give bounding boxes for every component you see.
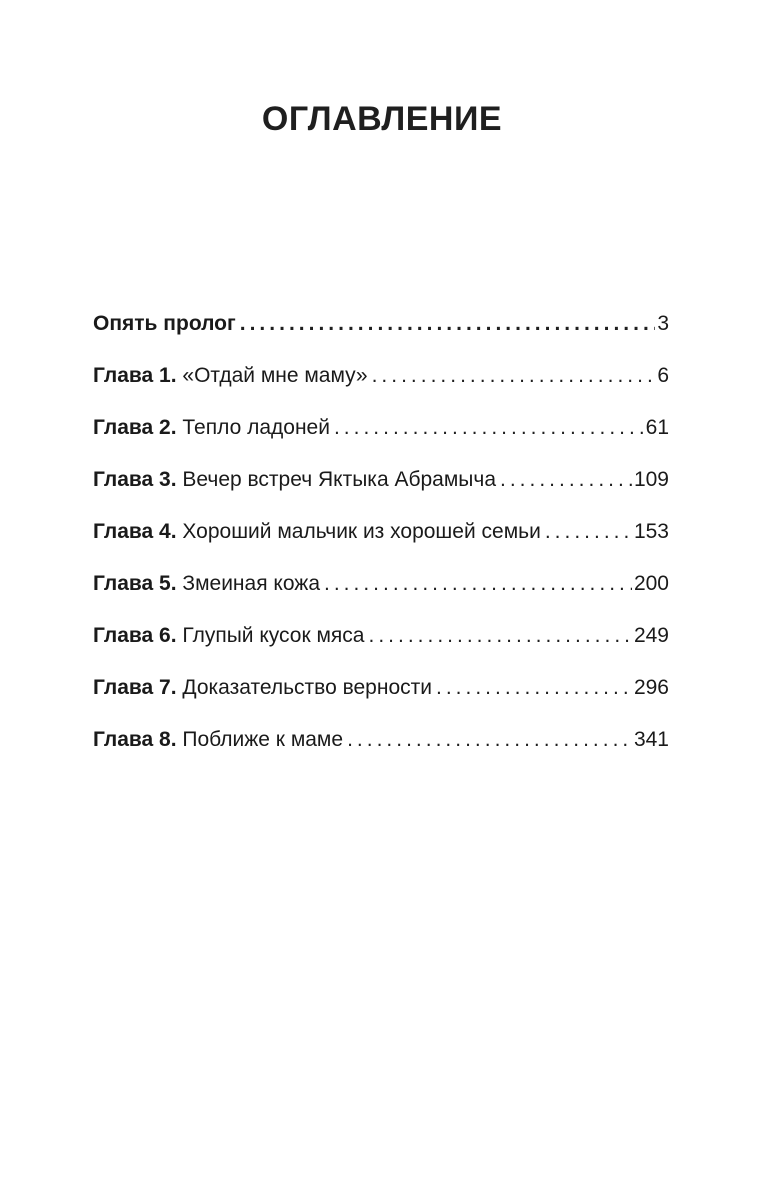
toc-list [93,312,669,780]
toc-entry-page: 3 [657,312,669,335]
toc-entry-chapter-8 [93,728,669,780]
toc-entry-chapter-1 [93,364,669,416]
toc-leader-dots [347,728,632,752]
toc-entry-chapter-3 [93,468,669,520]
toc-entry-chapter-5 [93,572,669,624]
toc-entry-prefix: Глава 1. [93,364,177,387]
toc-entry-chapter-6 [93,624,669,676]
toc-leader-dots [372,364,656,388]
toc-entry-prefix: Глава 3. [93,468,177,491]
toc-leader-dots [500,468,632,492]
toc-leader-dots [240,312,656,336]
toc-entry-page: 200 [633,572,669,595]
toc-entry-prefix: Опять пролог [93,312,236,335]
toc-entry-name: «Отдай мне маму» [182,364,368,387]
toc-entry-label [93,676,432,700]
toc-entry-name: Вечер встреч Яктыка Абрамыча [182,468,496,491]
toc-entry-name: Глупый кусок мяса [182,624,365,647]
toc-entry-name: Тепло ладоней [182,416,330,439]
toc-entry-page: 6 [657,364,669,387]
toc-entry-page: 153 [633,520,669,543]
toc-entry-prefix: Глава 6. [93,624,177,647]
toc-entry-name: Змеиная кожа [182,572,320,595]
toc-entry-label [93,468,496,492]
toc-entry-label [93,728,343,752]
toc-entry-prefix: Глава 5. [93,572,177,595]
toc-entry-page: 296 [633,676,669,699]
toc-entry-label [93,364,368,388]
toc-entry-name: Хороший мальчик из хорошей семьи [182,520,541,543]
toc-entry-chapter-2 [93,416,669,468]
toc-leader-dots [334,416,644,440]
toc-entry-label [93,572,320,596]
toc-leader-dots [436,676,632,700]
toc-entry-name: Поближе к маме [182,728,344,751]
toc-entry-label [93,312,236,336]
toc-entry-page: 61 [645,416,669,439]
toc-entry-page: 341 [633,728,669,751]
toc-leader-dots [368,624,631,648]
toc-leader-dots [324,572,632,596]
toc-entry-prologue [93,312,669,364]
toc-entry-chapter-7 [93,676,669,728]
page-title: ОГЛАВЛЕНИЕ [261,100,503,138]
toc-entry-prefix: Глава 7. [93,676,177,699]
toc-entry-prefix: Глава 2. [93,416,177,439]
toc-entry-name: Доказательство верности [182,676,432,699]
toc-entry-label [93,520,541,544]
toc-leader-dots [545,520,632,544]
toc-entry-label [93,416,330,440]
toc-entry-label [93,624,364,648]
toc-entry-prefix: Глава 8. [93,728,177,751]
toc-entry-chapter-4 [93,520,669,572]
toc-entry-page: 249 [633,624,669,647]
toc-entry-page: 109 [633,468,669,491]
toc-entry-prefix: Глава 4. [93,520,177,543]
